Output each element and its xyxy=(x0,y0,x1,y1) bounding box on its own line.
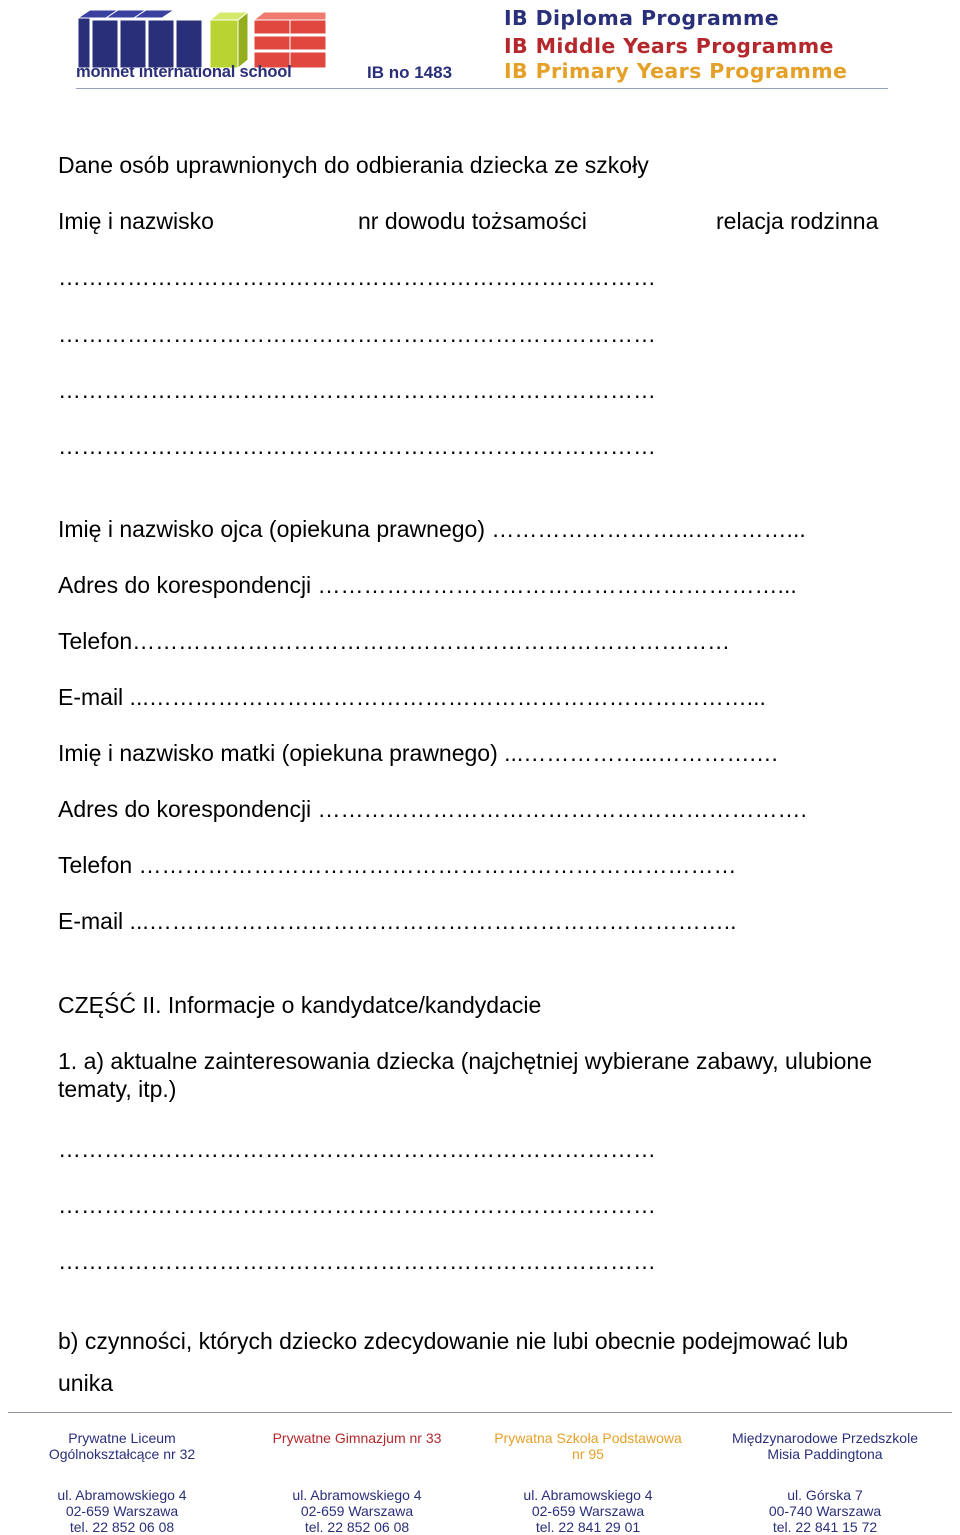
footer-phone: tel. 22 852 06 08 xyxy=(304,1519,410,1535)
authorized-blank-line[interactable]: …………………………………………………………………… xyxy=(58,377,656,403)
footer-school-podstawowa xyxy=(482,1430,694,1535)
footer-address: ul. Górska 7 xyxy=(787,1487,863,1503)
footer-city: 02-659 Warszawa xyxy=(300,1503,414,1519)
programme-primary-years: IB Primary Years Programme xyxy=(504,59,848,83)
footer-school-przedszkole xyxy=(722,1430,928,1535)
mother-email-field[interactable]: E-mail ...………………………………………………………………….. xyxy=(58,908,737,934)
col-relation-label: relacja rodzinna xyxy=(716,208,879,234)
authorized-blank-line[interactable]: …………………………………………………………………… xyxy=(58,433,656,459)
footer-address: ul. Abramowskiego 4 xyxy=(292,1487,422,1503)
footer-address: ul. Abramowskiego 4 xyxy=(57,1487,187,1503)
answer-1a-line[interactable]: …………………………………………………………………… xyxy=(58,1136,656,1162)
footer-phone: tel. 22 841 15 72 xyxy=(772,1519,878,1535)
footer-school-name: Misia Paddingtona xyxy=(767,1446,883,1462)
col-name-label: Imię i nazwisko xyxy=(58,208,214,234)
footer-school-name: nr 95 xyxy=(572,1446,604,1462)
authorized-heading: Dane osób uprawnionych do odbierania dziecka ze szkoły xyxy=(58,152,649,178)
father-address-field[interactable]: Adres do korespondencji ……………………………………………………... xyxy=(58,572,797,598)
authorized-blank-line[interactable]: …………………………………………………………………… xyxy=(58,264,656,290)
footer-city: 00-740 Warszawa xyxy=(768,1503,882,1519)
footer-school-name xyxy=(262,1446,452,1462)
footer-address: ul. Abramowskiego 4 xyxy=(523,1487,653,1503)
footer-school-name: Międzynarodowe Przedszkole xyxy=(732,1430,918,1446)
footer-city: 02-659 Warszawa xyxy=(531,1503,645,1519)
footer-school-name: Prywatne Gimnazjum nr 33 xyxy=(272,1430,442,1446)
mother-name-field[interactable]: Imię i nazwisko matki (opiekuna prawnego) ...……………...………….… xyxy=(58,740,779,766)
part2-heading: CZĘŚĆ II. Informacje o kandydatce/kandydacie xyxy=(58,992,542,1018)
question-1a: 1. a) aktualne zainteresowania dziecka (najchętniej wybierane zabawy, ulubione tematy, itp.) xyxy=(58,1048,873,1102)
programme-middle-years: IB Middle Years Programme xyxy=(504,34,834,58)
footer-school-liceum xyxy=(30,1430,214,1535)
father-name-field[interactable]: Imię i nazwisko ojca (opiekuna prawnego) ……………………...…………... xyxy=(58,516,806,542)
footer-school-name: Prywatna Szkoła Podstawowa xyxy=(494,1430,682,1446)
footer-phone: tel. 22 852 06 08 xyxy=(69,1519,175,1535)
mother-phone-field[interactable]: Telefon …………………………………………………………………… xyxy=(58,852,737,878)
answer-1a-line[interactable]: …………………………………………………………………… xyxy=(58,1248,656,1274)
school-logo-mark xyxy=(78,8,328,68)
father-phone-field[interactable]: Telefon…………………………………………………………………… xyxy=(58,628,731,654)
col-id-label: nr dowodu tożsamości xyxy=(358,208,587,234)
question-1b-continued: unika xyxy=(58,1370,113,1396)
footer-divider xyxy=(8,1412,952,1413)
footer-school-name: Prywatne Liceum xyxy=(68,1430,176,1446)
footer-city: 02-659 Warszawa xyxy=(65,1503,179,1519)
mother-address-field[interactable]: Adres do korespondencji ………………………………………………………. xyxy=(58,796,807,822)
father-email-field[interactable]: E-mail ...……………………………………………………………………... xyxy=(58,684,766,710)
authorized-blank-line[interactable]: …………………………………………………………………… xyxy=(58,321,656,347)
footer-school-gimnazjum xyxy=(262,1430,452,1535)
ib-number: IB no 1483 xyxy=(367,63,453,82)
question-1b: b) czynności, których dziecko zdecydowanie nie lubi obecnie podejmować lub xyxy=(58,1328,849,1354)
school-name: monnet international school xyxy=(76,63,292,81)
footer-phone: tel. 22 841 29 01 xyxy=(535,1519,641,1535)
header-divider xyxy=(76,88,888,89)
answer-1a-line[interactable]: …………………………………………………………………… xyxy=(58,1192,656,1218)
footer-school-name: Ogólnokształcące nr 32 xyxy=(48,1446,196,1462)
programme-diploma: IB Diploma Programme xyxy=(504,6,780,30)
